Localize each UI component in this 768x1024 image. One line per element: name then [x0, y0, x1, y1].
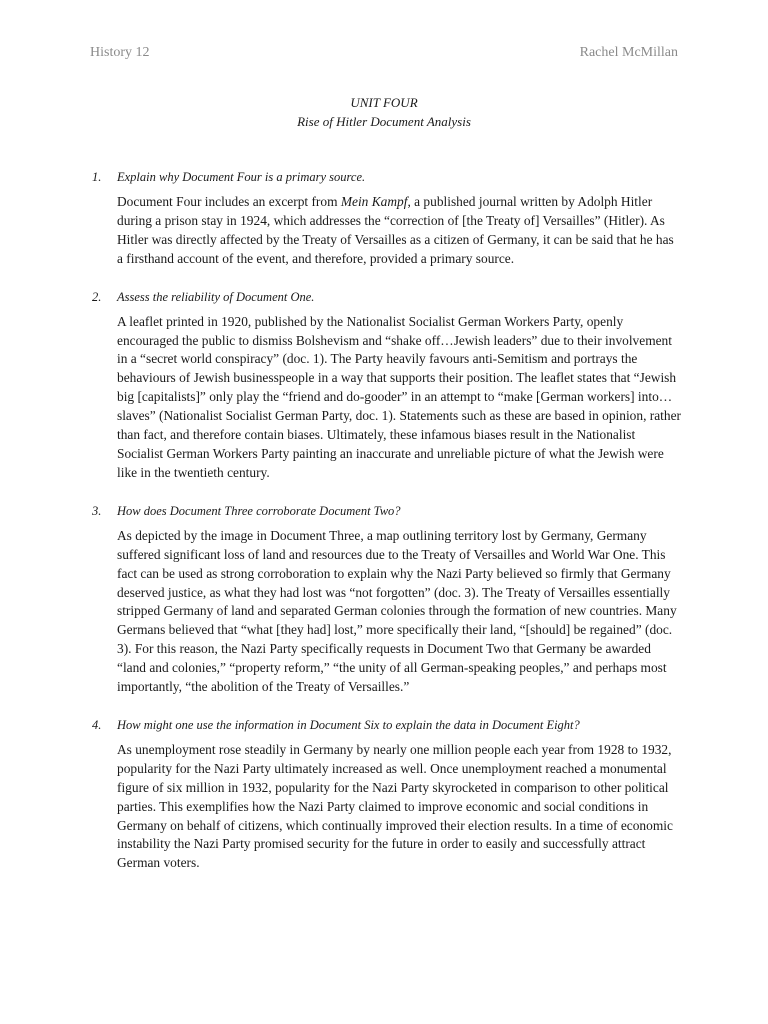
question-header — [92, 716, 682, 734]
question-answer: As depicted by the image in Document Three, a map outlining territory lost by Germany, Germany suffered significant loss of land and resources due to the Treaty of Versailles and World War One. This fact can be used as strong corroboration to explain why the Nazi Party believed so firmly that Germany deserved justice, as what they had lost was “not forgotten” (doc. 3). The Treaty of Versailles essentially stripped Germany of land and separated German colonies through the formation of new countries. Many Germans believed that “what [they had] lost,” more specifically their land, “[should] be regained” (doc. 3). For this reason, the Nazi Party specifically requests in Document Two that Germany be awarded “land and colonies,” “property reform,” “the unity of all German-speaking peoples,” and perhaps most importantly, “the abolition of the Treaty of Versailles.” — [117, 527, 677, 695]
question-prompt: Assess the reliability of Document One. — [117, 289, 315, 304]
book-title: Mein Kampf — [340, 194, 408, 209]
answer-text: , a published journal written by Adolph Hitler during a prison stay in 1924, which addresses the “correction of [the Treaty of] Versailles” (Hitler). As Hitler was directly affected by the Treaty of Versailles as a citizen of Germany, it can be said that he has a firsthand account of the event, and therefore, provided a primary source. — [117, 194, 674, 266]
question-header — [92, 168, 682, 186]
question-number: 4. — [92, 717, 102, 732]
document-title-block — [0, 93, 768, 131]
question-2 — [92, 288, 682, 483]
question-answer — [117, 193, 682, 269]
question-prompt: Explain why Document Four is a primary source. — [117, 170, 366, 184]
question-4 — [92, 716, 682, 873]
question-prompt: How does Document Three corroborate Document Two? — [117, 503, 401, 518]
unit-title: UNIT FOUR — [350, 95, 418, 110]
question-1 — [92, 168, 682, 269]
question-header — [92, 502, 682, 520]
question-list — [92, 168, 682, 892]
question-number: 1. — [92, 170, 102, 184]
question-answer: As unemployment rose steadily in Germany by nearly one million people each year from 1928 to 1932, popularity for the Nazi Party ultimately increased as well. Once unemployment reached a monumental figure of six million in 1932, popularity for the Nazi Party skyrocketed in comparison to other political parties. This exemplifies how the Nazi Party claimed to improve economic and social conditions in Germany on behalf of citizens, which continually improved their election results. In a time of economic instability the Nazi Party promised security for the future in order to easily and successfully attract German voters. — [117, 741, 673, 871]
answer-text: Document Four includes an excerpt from — [117, 194, 341, 209]
document-subtitle: Rise of Hitler Document Analysis — [297, 114, 471, 129]
question-number: 2. — [92, 289, 102, 304]
question-number: 3. — [92, 503, 102, 518]
question-answer: A leaflet printed in 1920, published by the Nationalist Socialist German Workers Party, openly encouraged the public to dismiss Bolshevism and “shake off…Jewish leaders” due to their involvement in a “secret world conspiracy” (doc. 1). The Party heavily favours anti-Semitism and portrays the behaviours of Jewish businesspeople in a way that supports their position. The leaflet states that “Jewish big [capitalists]” only play the “friend and do-gooder” in an attempt to “make [German workers] into…slaves” (Nationalist Socialist German Party, doc. 1). Statements such as these are based in opinion, rather than fact, and therefore contain biases. Ultimately, these infamous biases result in the Nationalist Socialist German Workers Party painting an inaccurate and unreliable picture of what the Jewish were like in the twentieth century. — [117, 313, 681, 480]
question-prompt: How might one use the information in Document Six to explain the data in Document Eight? — [117, 717, 580, 732]
author-name: Rachel McMillan — [579, 45, 678, 60]
question-3 — [92, 502, 682, 697]
question-header — [92, 288, 682, 306]
course-name: History 12 — [90, 45, 150, 60]
